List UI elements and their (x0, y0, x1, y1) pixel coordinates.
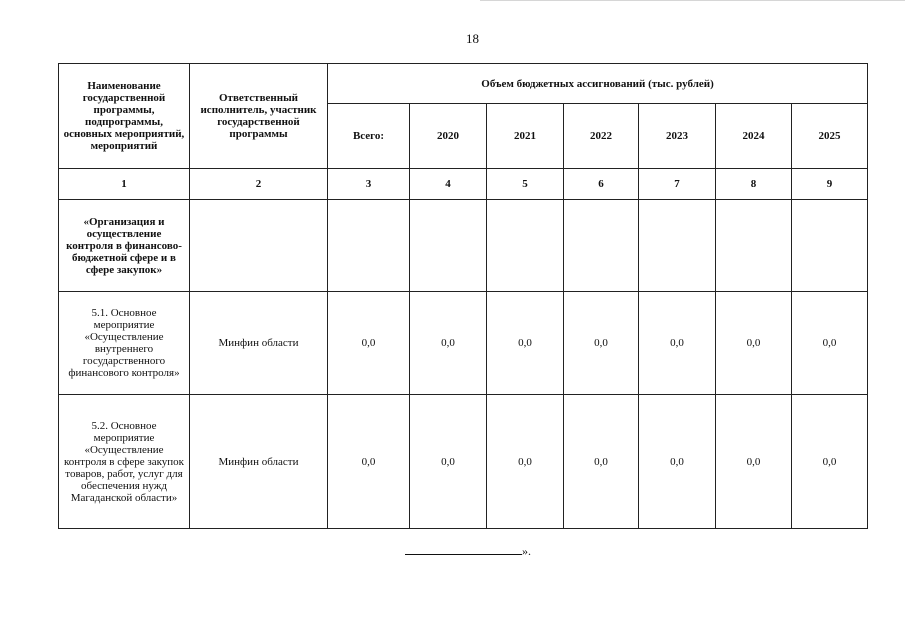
row-value: 0,0 (716, 292, 792, 395)
closing-quote: ». (522, 544, 531, 558)
row-value: 0,0 (639, 292, 716, 395)
empty-cell (716, 200, 792, 292)
empty-cell (792, 200, 868, 292)
header-total: Всего: (328, 104, 410, 169)
row-value: 0,0 (410, 395, 487, 529)
row-value: 0,0 (792, 292, 868, 395)
column-number: 7 (639, 169, 716, 200)
column-number: 8 (716, 169, 792, 200)
header-year: 2020 (410, 104, 487, 169)
row-total: 0,0 (328, 292, 410, 395)
header-year: 2024 (716, 104, 792, 169)
footer-closing (405, 544, 531, 559)
row-value: 0,0 (410, 292, 487, 395)
row-value: 0,0 (716, 395, 792, 529)
column-number: 2 (190, 169, 328, 200)
row-value: 0,0 (792, 395, 868, 529)
signature-underline (405, 554, 522, 555)
row-value: 0,0 (487, 395, 564, 529)
budget-table (58, 63, 868, 529)
empty-cell (328, 200, 410, 292)
row-value: 0,0 (564, 292, 639, 395)
header-year: 2021 (487, 104, 564, 169)
section-title: «Организация и осуществление контроля в финансово-бюджетной сфере и в сфере закупок» (59, 200, 190, 292)
column-number: 9 (792, 169, 868, 200)
header-budget: Объем бюджетных ассигнований (тыс. рублей) (328, 64, 868, 104)
header-name: Наименование государственной программы, подпрограммы, основных мероприятий, мероприятий (59, 64, 190, 169)
scan-artifact-top (480, 0, 905, 1)
empty-cell (410, 200, 487, 292)
column-number: 4 (410, 169, 487, 200)
empty-cell (564, 200, 639, 292)
header-row-1 (59, 64, 868, 104)
header-year: 2023 (639, 104, 716, 169)
row-responsible: Минфин области (190, 395, 328, 529)
column-number: 1 (59, 169, 190, 200)
empty-cell (487, 200, 564, 292)
row-responsible: Минфин области (190, 292, 328, 395)
table-row (59, 395, 868, 529)
header-year: 2022 (564, 104, 639, 169)
row-value: 0,0 (639, 395, 716, 529)
empty-cell (639, 200, 716, 292)
column-number: 6 (564, 169, 639, 200)
header-responsible: Ответственный исполнитель, участник государственной программы (190, 64, 328, 169)
table-row (59, 292, 868, 395)
column-number-row (59, 169, 868, 200)
row-name: 5.2. Основное мероприятие «Осуществление контроля в сфере закупок товаров, работ, услуг для обеспечения нужд Магаданской области» (59, 395, 190, 529)
header-year: 2025 (792, 104, 868, 169)
page-number: 18 (466, 31, 479, 46)
column-number: 3 (328, 169, 410, 200)
section-row (59, 200, 868, 292)
column-number: 5 (487, 169, 564, 200)
empty-cell (190, 200, 328, 292)
row-value: 0,0 (487, 292, 564, 395)
row-value: 0,0 (564, 395, 639, 529)
row-total: 0,0 (328, 395, 410, 529)
row-name: 5.1. Основное мероприятие «Осуществление внутреннего государственного финансового контроля» (59, 292, 190, 395)
